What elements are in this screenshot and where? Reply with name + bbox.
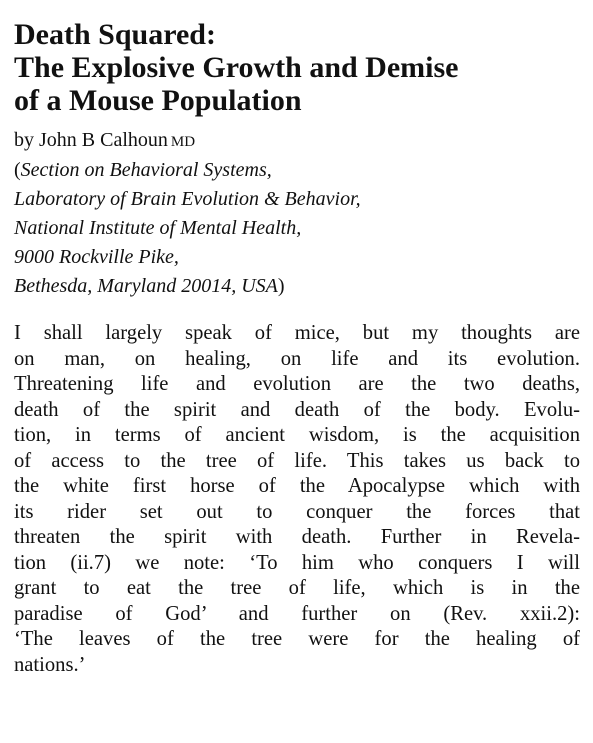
body-line: tion, in terms of ancient wisdom, is the acquisition bbox=[14, 424, 580, 446]
body-line: nations.’ bbox=[14, 653, 86, 676]
affiliation-text: National Institute of Mental Health, bbox=[14, 217, 302, 239]
affiliation-line bbox=[14, 214, 580, 243]
author-byline bbox=[14, 127, 580, 156]
title-line: of a Mouse Population bbox=[14, 84, 302, 117]
body-line: threaten the spirit with death. Further in Revela- bbox=[14, 526, 580, 548]
affiliation-text: Laboratory of Brain Evolution & Behavior, bbox=[14, 188, 361, 210]
body-line: ‘The leaves of the tree were for the healing of bbox=[14, 628, 580, 650]
body-line: tion (ii.7) we note: ‘To him who conquers I will bbox=[14, 551, 580, 574]
body-line: the white first horse of the Apocalypse which with bbox=[14, 475, 580, 497]
body-line: of access to the tree of life. This takes us back to bbox=[14, 449, 580, 472]
body-line: I shall largely speak of mice, but my thoughts are bbox=[14, 322, 580, 344]
author-degree: MD bbox=[170, 134, 196, 150]
article-body bbox=[14, 321, 580, 678]
body-line: death of the spirit and death of the body. Evolu- bbox=[14, 398, 580, 421]
author-affiliation bbox=[14, 156, 580, 301]
affiliation-text: Section on Behavioral Systems, bbox=[20, 159, 272, 181]
author-name: by John B Calhoun bbox=[14, 129, 168, 151]
title-line: Death Squared: bbox=[14, 18, 216, 51]
body-line: its rider set out to conquer the forces that bbox=[14, 500, 580, 523]
affiliation-text: 9000 Rockville Pike, bbox=[14, 246, 179, 268]
body-line: grant to eat the tree of life, which is in the bbox=[14, 577, 580, 599]
affiliation-line bbox=[14, 185, 580, 214]
article-page bbox=[14, 18, 580, 678]
body-line: Threatening life and evolution are the two deaths, bbox=[14, 373, 580, 395]
affiliation-close-paren: ) bbox=[277, 275, 285, 297]
affiliation-line bbox=[14, 272, 580, 301]
title-line: The Explosive Growth and Demise bbox=[14, 51, 459, 84]
body-line: on man, on healing, on life and its evolution. bbox=[14, 347, 580, 370]
affiliation-open-paren: ( bbox=[14, 159, 21, 181]
affiliation-line bbox=[14, 243, 580, 272]
article-title bbox=[14, 18, 580, 117]
affiliation-text: Bethesda, Maryland 20014, USA bbox=[14, 275, 278, 297]
affiliation-line bbox=[14, 156, 580, 185]
body-line: paradise of God’ and further on (Rev. xxii.2): bbox=[14, 602, 580, 625]
